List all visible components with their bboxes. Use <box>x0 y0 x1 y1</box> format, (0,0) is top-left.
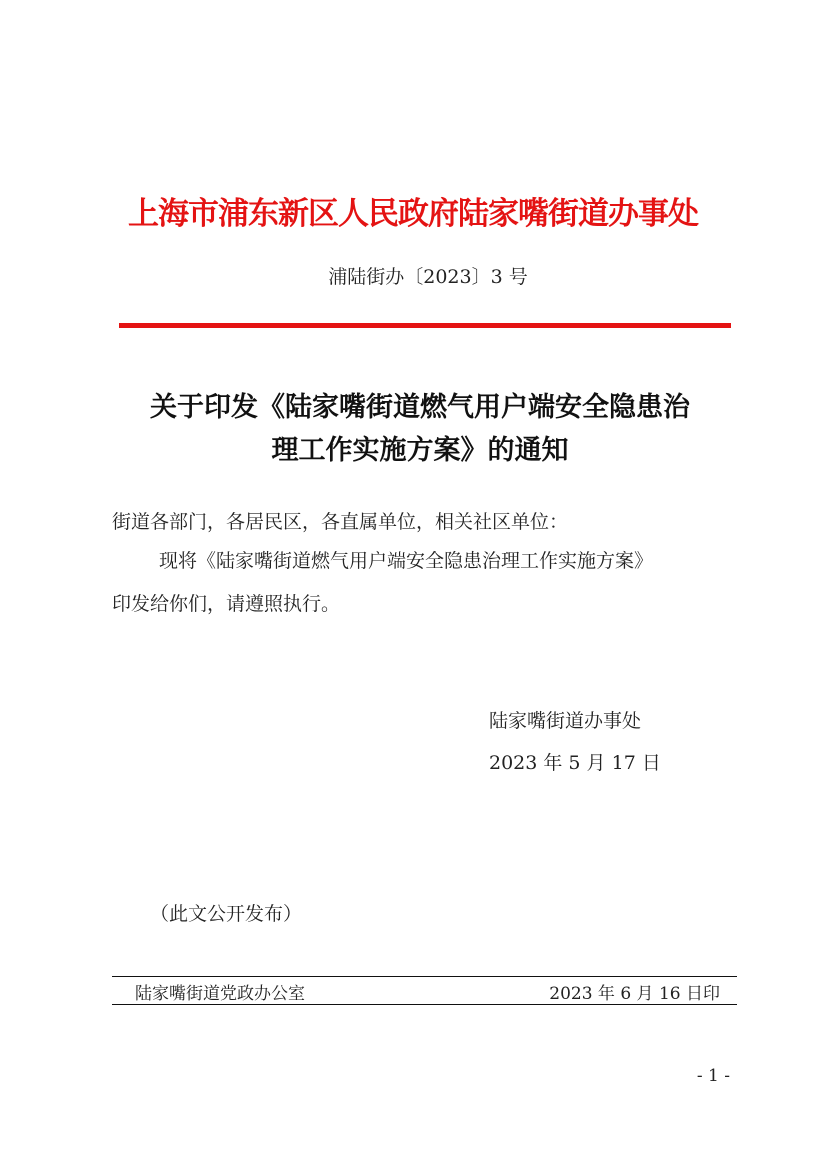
signature-date: 2023 年 5 月 17 日 <box>489 752 661 774</box>
footer-top-rule <box>112 976 737 977</box>
footer-bottom-rule <box>112 1004 737 1005</box>
page-number: - 1 - <box>696 1066 730 1086</box>
body-paragraph-line-1: 现将《陆家嘴街道燃气用户端安全隐患治理工作实施方案》 <box>159 550 654 572</box>
signature-organization: 陆家嘴街道办事处 <box>489 710 642 732</box>
body-paragraph-line-2: 印发给你们，请遵照执行。 <box>112 593 341 615</box>
publication-note: （此文公开发布） <box>150 903 303 925</box>
recipients-line: 街道各部门，各居民区，各直属单位，相关社区单位： <box>112 511 569 533</box>
document-number: 浦陆街办〔2023〕3 号 <box>328 266 528 288</box>
footer-issuing-office: 陆家嘴街道党政办公室 <box>135 984 305 1004</box>
issuing-organization-header: 上海市浦东新区人民政府陆家嘴街道办事处 <box>128 196 698 232</box>
notice-title-line-1: 关于印发《陆家嘴街道燃气用户端安全隐患治 <box>150 392 690 423</box>
notice-title-line-2: 理工作实施方案》的通知 <box>271 435 569 466</box>
footer-print-date: 2023 年 6 月 16 日印 <box>549 984 720 1004</box>
notice-title <box>110 386 730 472</box>
red-separator-line <box>119 323 731 328</box>
